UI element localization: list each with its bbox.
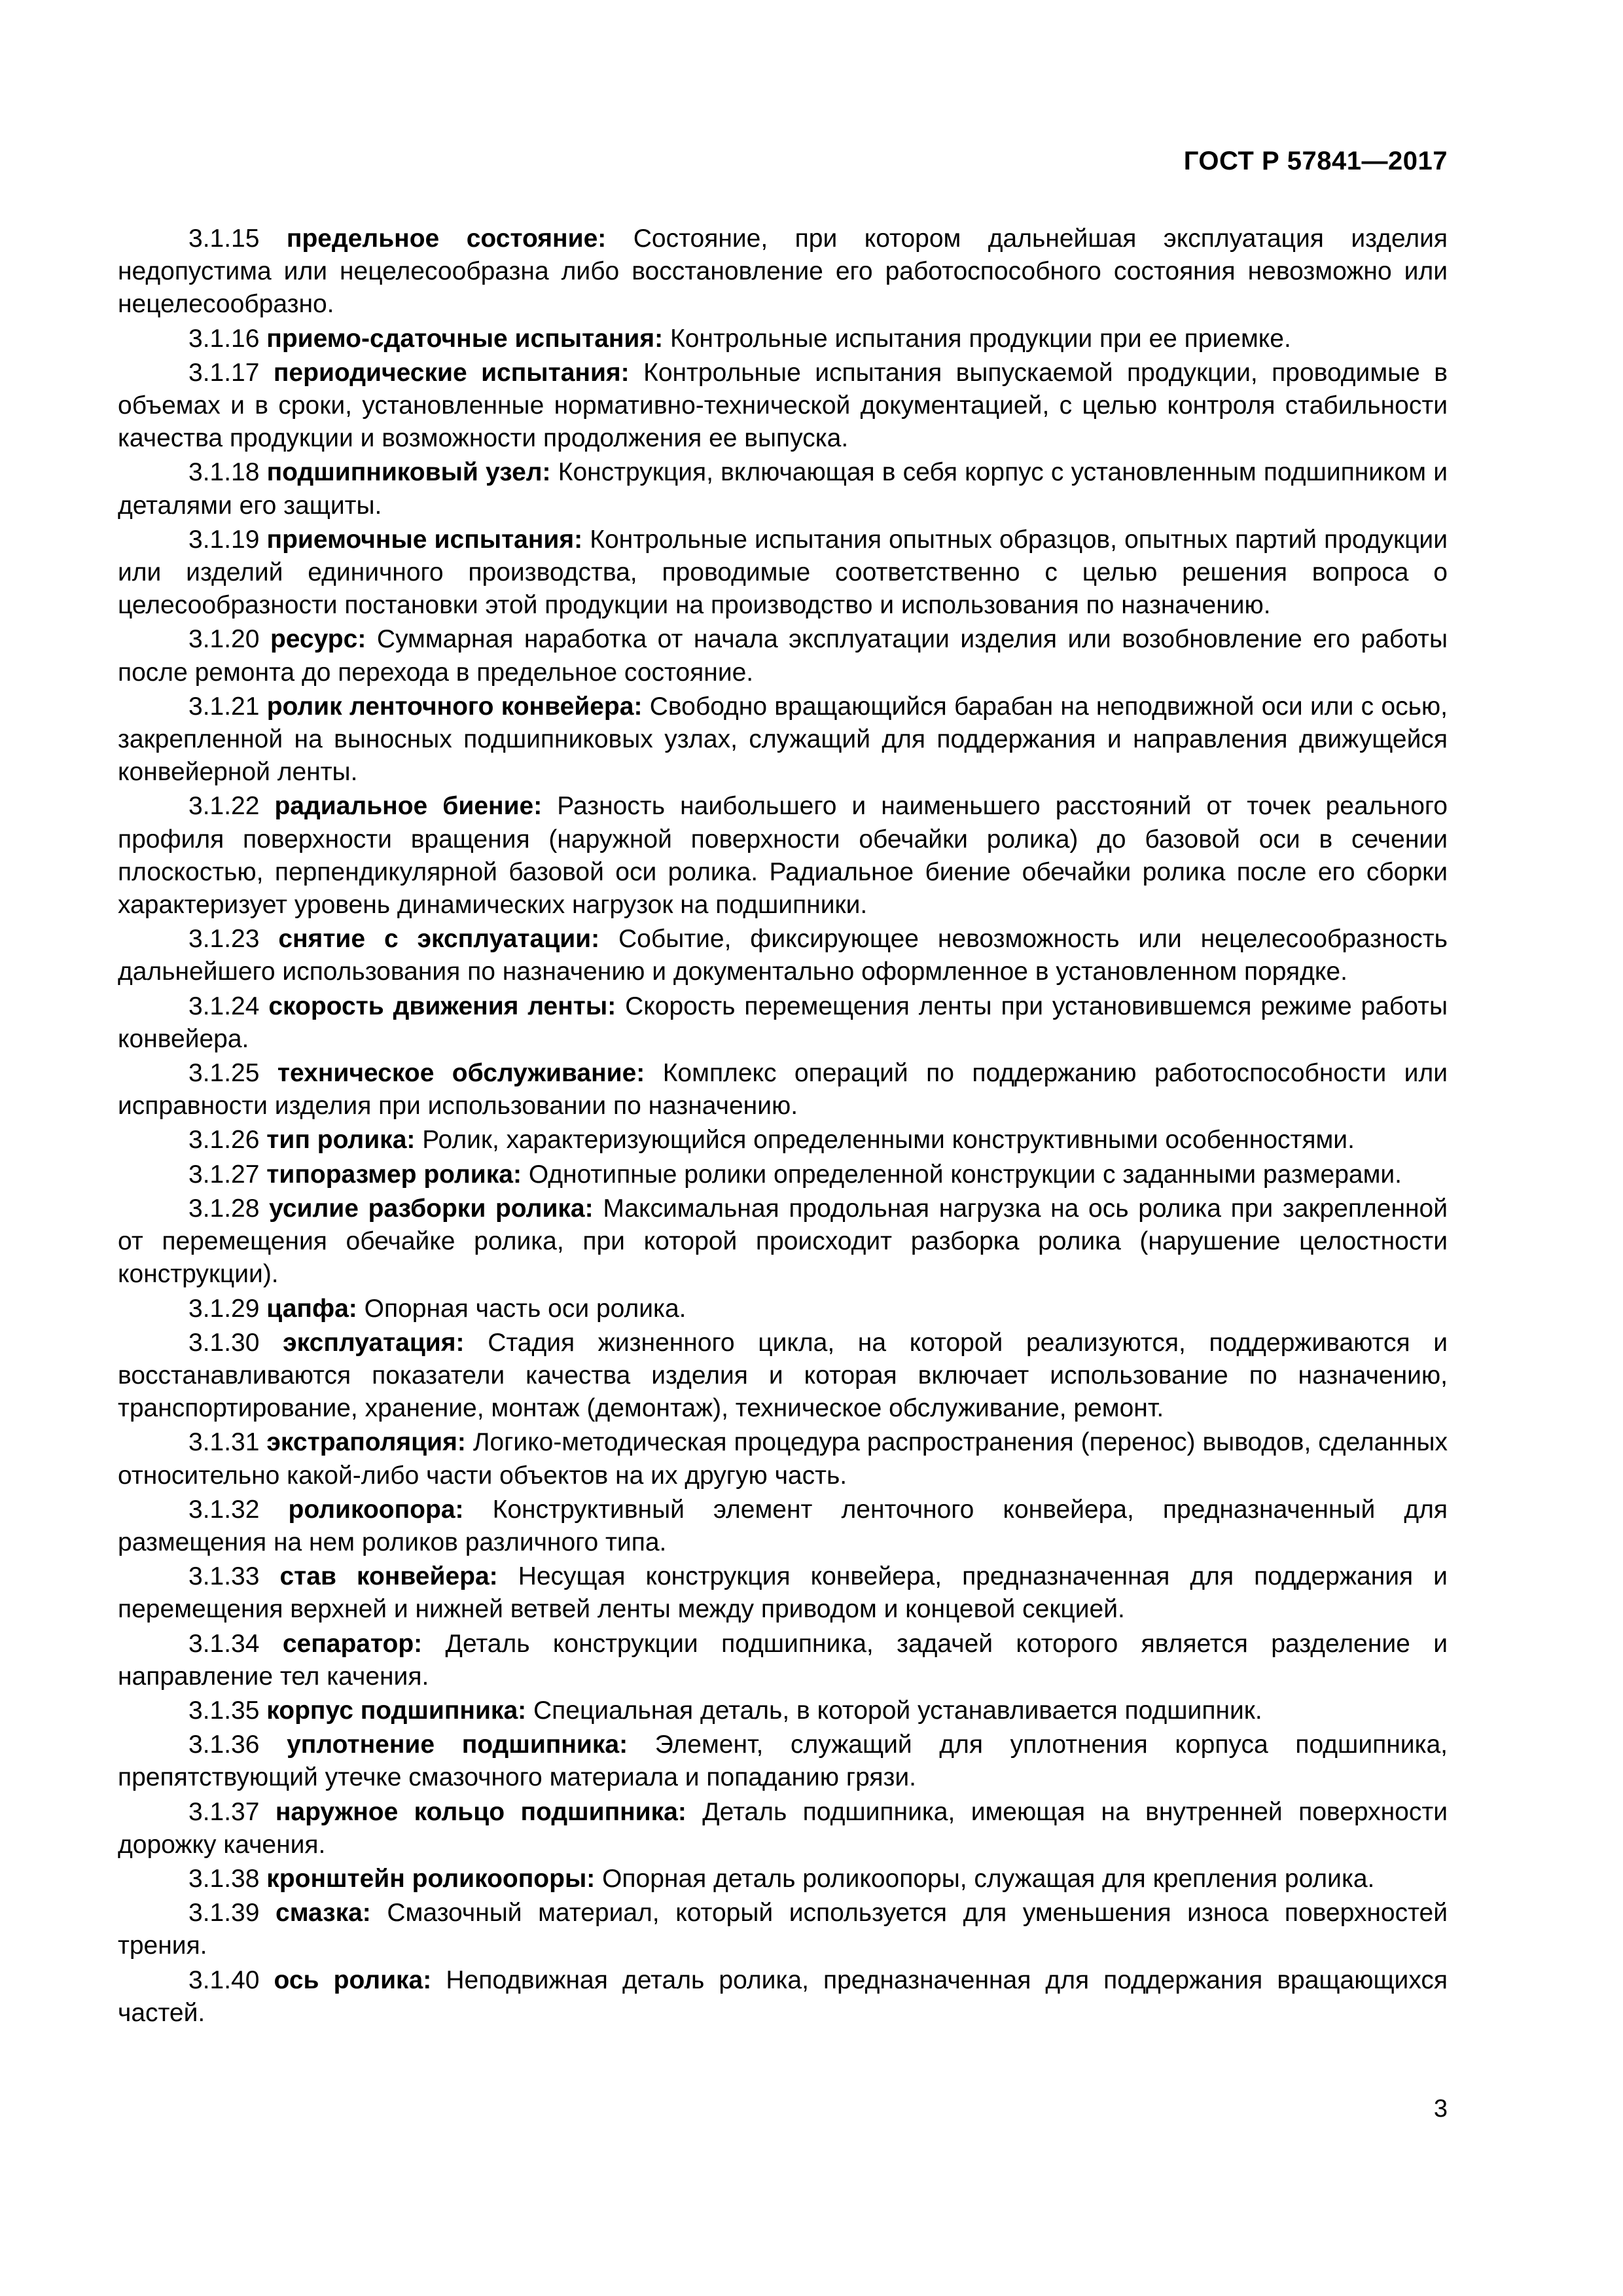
term-entry bbox=[118, 923, 1448, 988]
term-name: уплотнение подшипника: bbox=[287, 1731, 628, 1759]
term-definition: Деталь конструкции подшипника, задачей которого является разделение и направление тел качения. bbox=[118, 1629, 1448, 1691]
term-entry bbox=[118, 223, 1448, 321]
term-name: усилие разборки ролика: bbox=[269, 1194, 594, 1223]
term-definition: Стадия жизненного цикла, на которой реализуются, поддерживаются и восстанавливаются показатели качества изделия и которая включает использование по назначению, транспортирование, хранение, монтаж (демонтаж), техническое обслуживание, ремонт. bbox=[118, 1328, 1448, 1423]
term-entry bbox=[118, 1193, 1448, 1291]
term-number: 3.1.34 bbox=[188, 1629, 260, 1658]
term-name: техническое обслуживание: bbox=[277, 1059, 645, 1088]
term-name: радиальное биение: bbox=[274, 792, 543, 821]
term-definition: Конструкция, включающая в себя корпус с установленным подшипником и деталями его защиты. bbox=[118, 458, 1448, 520]
term-entry bbox=[118, 1695, 1448, 1727]
term-entry bbox=[118, 1628, 1448, 1693]
term-definition: Смазочный материал, который используется для уменьшения износа поверхностей трения. bbox=[118, 1899, 1448, 1960]
term-entry bbox=[118, 1124, 1448, 1157]
term-number: 3.1.38 bbox=[188, 1864, 260, 1893]
term-number: 3.1.37 bbox=[188, 1797, 260, 1826]
term-number: 3.1.35 bbox=[188, 1696, 260, 1725]
term-definition: Несущая конструкция конвейера, предназначенная для поддержания и перемещения верхней и нижней ветвей ленты между приводом и концевой секцией. bbox=[118, 1562, 1448, 1624]
term-entry bbox=[118, 1293, 1448, 1325]
term-number: 3.1.33 bbox=[188, 1562, 260, 1591]
term-definition: Ролик, характеризующийся определенными конструктивными особенностями. bbox=[422, 1126, 1355, 1155]
term-entry bbox=[118, 524, 1448, 622]
term-entry bbox=[118, 1964, 1448, 2030]
term-definition: Свободно вращающийся барабан на неподвижной оси или с осью, закрепленной на выносных подшипниковых узлах, служащий для поддержания и направления движущейся конвейерной ленты. bbox=[118, 692, 1448, 787]
term-number: 3.1.39 bbox=[188, 1899, 260, 1928]
term-number: 3.1.31 bbox=[188, 1428, 260, 1457]
term-definition: Разность наибольшего и наименьшего расстояний от точек реального профиля поверхности вращения (наружной поверхности обечайки ролика) до базовой оси в сечении плоскостью, перпендикулярной базовой оси ролика. Радиальное биение обечайки ролика после его сборки характеризует уровень динамических нагрузок на подшипники. bbox=[118, 792, 1448, 920]
term-number: 3.1.15 bbox=[188, 224, 260, 253]
term-name: сепаратор: bbox=[282, 1629, 423, 1658]
term-definition: Состояние, при котором дальнейшая эксплуатация изделия недопустима или нецелесообразна либо восстановление его работоспособного состояния невозможно или нецелесообразно. bbox=[118, 224, 1448, 319]
term-name: эксплуатация: bbox=[283, 1328, 465, 1357]
term-number: 3.1.24 bbox=[188, 992, 260, 1020]
term-definition: Максимальная продольная нагрузка на ось ролика при закрепленной от перемещения обечайке ролика, при которой происходит разборка ролика (нарушение целостности конструкции). bbox=[118, 1194, 1448, 1289]
term-number: 3.1.26 bbox=[188, 1126, 260, 1155]
term-definition: Суммарная наработка от начала эксплуатации изделия или возобновление его работы после ремонта до перехода в предельное состояние. bbox=[118, 625, 1448, 687]
term-number: 3.1.22 bbox=[188, 792, 260, 821]
term-number: 3.1.19 bbox=[188, 525, 260, 554]
term-definition: Событие, фиксирующее невозможность или нецелесообразность дальнейшего использования по назначению и документально оформленное в установленном порядке. bbox=[118, 925, 1448, 986]
term-name: предельное состояние: bbox=[286, 224, 607, 253]
term-definition: Комплекс операций по поддержанию работоспособности или исправности изделия при использовании по назначению. bbox=[118, 1059, 1448, 1121]
term-entry bbox=[118, 1897, 1448, 1962]
term-definition: Скорость перемещения ленты при установившемся режиме работы конвейера. bbox=[118, 992, 1448, 1053]
term-number: 3.1.23 bbox=[188, 925, 260, 954]
term-definition: Контрольные испытания выпускаемой продукции, проводимые в объемах и в сроки, установленные нормативно-технической документацией, с целью контроля стабильности качества продукции и возможности продолжения ее выпуска. bbox=[118, 358, 1448, 453]
term-entry bbox=[118, 1796, 1448, 1861]
term-number: 3.1.17 bbox=[188, 358, 260, 387]
term-name: экстраполяция: bbox=[266, 1428, 466, 1457]
term-entry bbox=[118, 1729, 1448, 1794]
term-entry bbox=[118, 1426, 1448, 1492]
document-standard-code: ГОСТ Р 57841—2017 bbox=[1183, 147, 1448, 175]
term-number: 3.1.18 bbox=[188, 458, 260, 487]
term-entry bbox=[118, 357, 1448, 456]
terms-list bbox=[118, 223, 1448, 2031]
term-entry bbox=[118, 1863, 1448, 1895]
term-name: смазка: bbox=[276, 1899, 371, 1928]
term-definition: Логико-методическая процедура распространения (перенос) выводов, сделанных относительно какой-либо части объектов на их другую часть. bbox=[118, 1428, 1448, 1490]
term-entry bbox=[118, 790, 1448, 922]
term-name: ресурс: bbox=[270, 625, 366, 654]
term-entry bbox=[118, 990, 1448, 1056]
term-name: тип ролика: bbox=[266, 1126, 416, 1155]
term-number: 3.1.28 bbox=[188, 1194, 260, 1223]
term-definition: Неподвижная деталь ролика, предназначенная для поддержания вращающихся частей. bbox=[118, 1965, 1448, 2027]
page-number: 3 bbox=[1433, 2095, 1448, 2123]
term-definition: Специальная деталь, в которой устанавливается подшипник. bbox=[533, 1696, 1262, 1725]
term-name: цапфа: bbox=[266, 1294, 357, 1323]
term-name: кронштейн роликоопоры: bbox=[266, 1864, 596, 1893]
term-definition: Элемент, служащий для уплотнения корпуса подшипника, препятствующий утечке смазочного материала и попаданию грязи. bbox=[118, 1731, 1448, 1792]
term-name: приемочные испытания: bbox=[266, 525, 583, 554]
term-name: став конвейера: bbox=[279, 1562, 498, 1591]
term-name: ролик ленточного конвейера: bbox=[266, 692, 643, 721]
term-number: 3.1.36 bbox=[188, 1731, 260, 1759]
term-name: приемо-сдаточные испытания: bbox=[266, 324, 664, 353]
term-number: 3.1.21 bbox=[188, 692, 260, 721]
term-entry bbox=[118, 323, 1448, 355]
term-entry bbox=[118, 1327, 1448, 1426]
term-name: периодические испытания: bbox=[273, 358, 630, 387]
term-entry bbox=[118, 1057, 1448, 1122]
term-name: корпус подшипника: bbox=[266, 1696, 527, 1725]
term-entry bbox=[118, 623, 1448, 689]
term-entry bbox=[118, 1158, 1448, 1191]
term-name: наружное кольцо подшипника: bbox=[275, 1797, 687, 1826]
term-name: скорость движения ленты: bbox=[268, 992, 616, 1020]
term-entry bbox=[118, 456, 1448, 522]
term-name: подшипниковый узел: bbox=[266, 458, 551, 487]
term-number: 3.1.16 bbox=[188, 324, 260, 353]
term-definition: Опорная деталь роликоопоры, служащая для крепления ролика. bbox=[602, 1864, 1375, 1893]
term-number: 3.1.20 bbox=[188, 625, 260, 654]
term-number: 3.1.32 bbox=[188, 1495, 260, 1524]
term-entry bbox=[118, 691, 1448, 789]
term-number: 3.1.29 bbox=[188, 1294, 260, 1323]
term-definition: Контрольные испытания продукции при ее приемке. bbox=[670, 324, 1291, 353]
term-definition: Деталь подшипника, имеющая на внутренней поверхности дорожку качения. bbox=[118, 1797, 1448, 1859]
term-name: снятие с эксплуатации: bbox=[278, 925, 600, 954]
term-definition: Однотипные ролики определенной конструкции с заданными размерами. bbox=[528, 1160, 1402, 1189]
term-number: 3.1.40 bbox=[188, 1965, 260, 1994]
term-name: типоразмер ролика: bbox=[266, 1160, 522, 1189]
term-definition: Опорная часть оси ролика. bbox=[364, 1294, 687, 1323]
term-name: ось ролика: bbox=[274, 1965, 432, 1994]
term-number: 3.1.25 bbox=[188, 1059, 260, 1088]
term-number: 3.1.30 bbox=[188, 1328, 260, 1357]
term-name: роликоопора: bbox=[288, 1495, 464, 1524]
term-entry bbox=[118, 1494, 1448, 1559]
term-definition: Контрольные испытания опытных образцов, опытных партий продукции или изделий единичного производства, проводимые соответственно с целью решения вопроса о целесообразности постановки этой продукции на производство и использования по назначению. bbox=[118, 525, 1448, 620]
term-definition: Конструктивный элемент ленточного конвейера, предназначенный для размещения на нем роликов различного типа. bbox=[118, 1495, 1448, 1556]
term-entry bbox=[118, 1560, 1448, 1626]
term-number: 3.1.27 bbox=[188, 1160, 260, 1189]
